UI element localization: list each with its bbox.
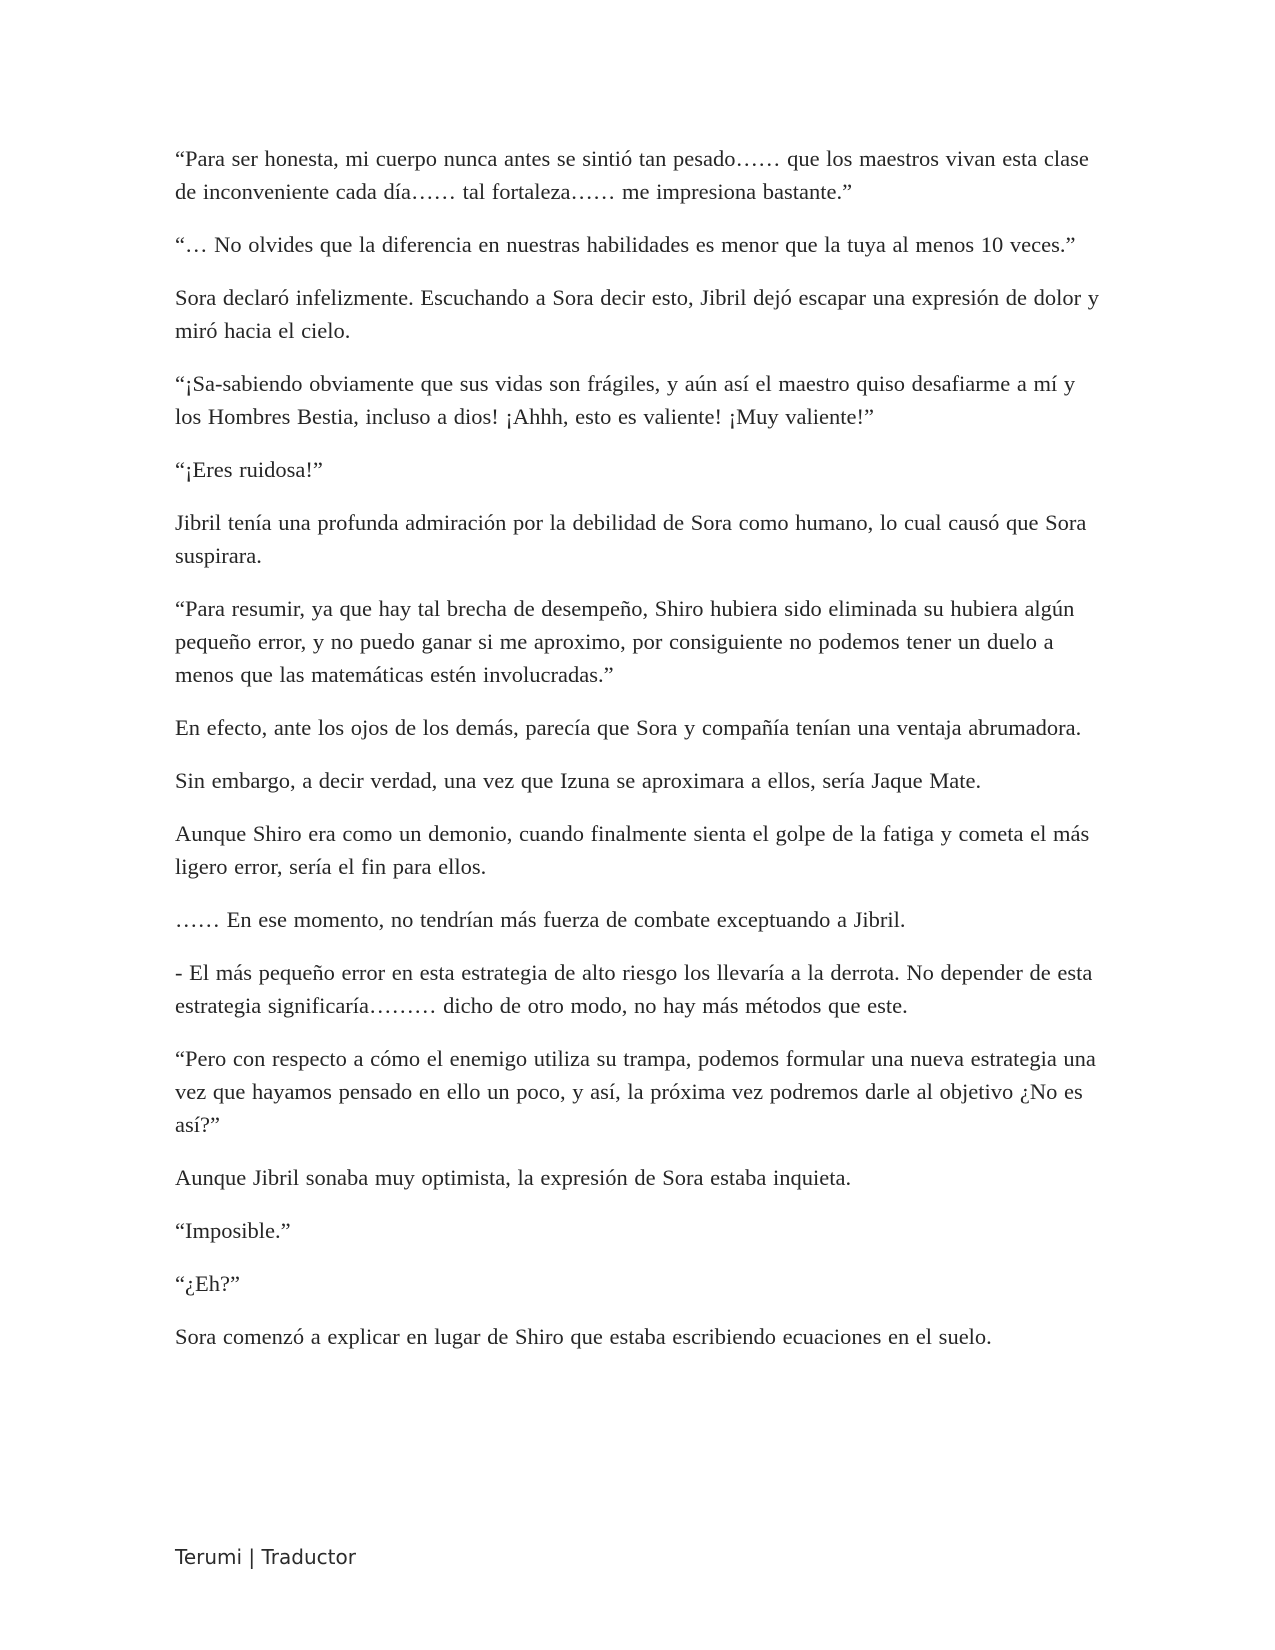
- paragraph: “¡Eres ruidosa!”: [175, 457, 323, 482]
- paragraph: Aunque Shiro era como un demonio, cuando finalmente sienta el golpe de la fatiga y cometa el más ligero error, sería el fin para ellos.: [175, 821, 1090, 879]
- paragraph: Jibril tenía una profunda admiración por la debilidad de Sora como humano, lo cual causó que Sora suspirara.: [175, 510, 1087, 568]
- paragraph: …… En ese momento, no tendrían más fuerza de combate exceptuando a Jibril.: [175, 907, 906, 932]
- paragraph: Sora declaró infelizmente. Escuchando a Sora decir esto, Jibril dejó escapar una expresión de dolor y miró hacia el cielo.: [175, 285, 1100, 343]
- footer-credit: Terumi | Traductor: [175, 1545, 356, 1569]
- paragraph: “Imposible.”: [175, 1218, 291, 1243]
- paragraph: Sin embargo, a decir verdad, una vez que Izuna se aproximara a ellos, sería Jaque Mate.: [175, 768, 982, 793]
- paragraph: “Para resumir, ya que hay tal brecha de desempeño, Shiro hubiera sido eliminada su hubiera algún pequeño error, y no puedo ganar si me aproximo, por consiguiente no podemos tener un duelo a menos que las matemáticas estén involucradas.”: [175, 596, 1075, 687]
- paragraph: “¡Sa-sabiendo obviamente que sus vidas son frágiles, y aún así el maestro quiso desafiarme a mí y los Hombres Bestia, incluso a dios! ¡Ahhh, esto es valiente! ¡Muy valiente!”: [175, 371, 1076, 429]
- paragraph: “Para ser honesta, mi cuerpo nunca antes se sintió tan pesado…… que los maestros vivan esta clase de inconveniente cada día…… tal fortaleza…… me impresiona bastante.”: [175, 146, 1089, 204]
- paragraph: Sora comenzó a explicar en lugar de Shiro que estaba escribiendo ecuaciones en el suelo.: [175, 1324, 992, 1349]
- paragraph: “Pero con respecto a cómo el enemigo utiliza su trampa, podemos formular una nueva estrategia una vez que hayamos pensado en ello un poco, y así, la próxima vez podremos darle al objetivo ¿No es así?”: [175, 1046, 1096, 1137]
- paragraph: - El más pequeño error en esta estrategia de alto riesgo los llevaría a la derrota. No depender de esta estrategia significaría……… dicho de otro modo, no hay más métodos que este.: [175, 960, 1093, 1018]
- paragraph: “… No olvides que la diferencia en nuestras habilidades es menor que la tuya al menos 10 veces.”: [175, 232, 1076, 257]
- paragraph: En efecto, ante los ojos de los demás, parecía que Sora y compañía tenían una ventaja abrumadora.: [175, 715, 1082, 740]
- paragraph: Aunque Jibril sonaba muy optimista, la expresión de Sora estaba inquieta.: [175, 1165, 852, 1190]
- body-text: [175, 142, 1100, 1373]
- paragraph: “¿Eh?”: [175, 1271, 240, 1296]
